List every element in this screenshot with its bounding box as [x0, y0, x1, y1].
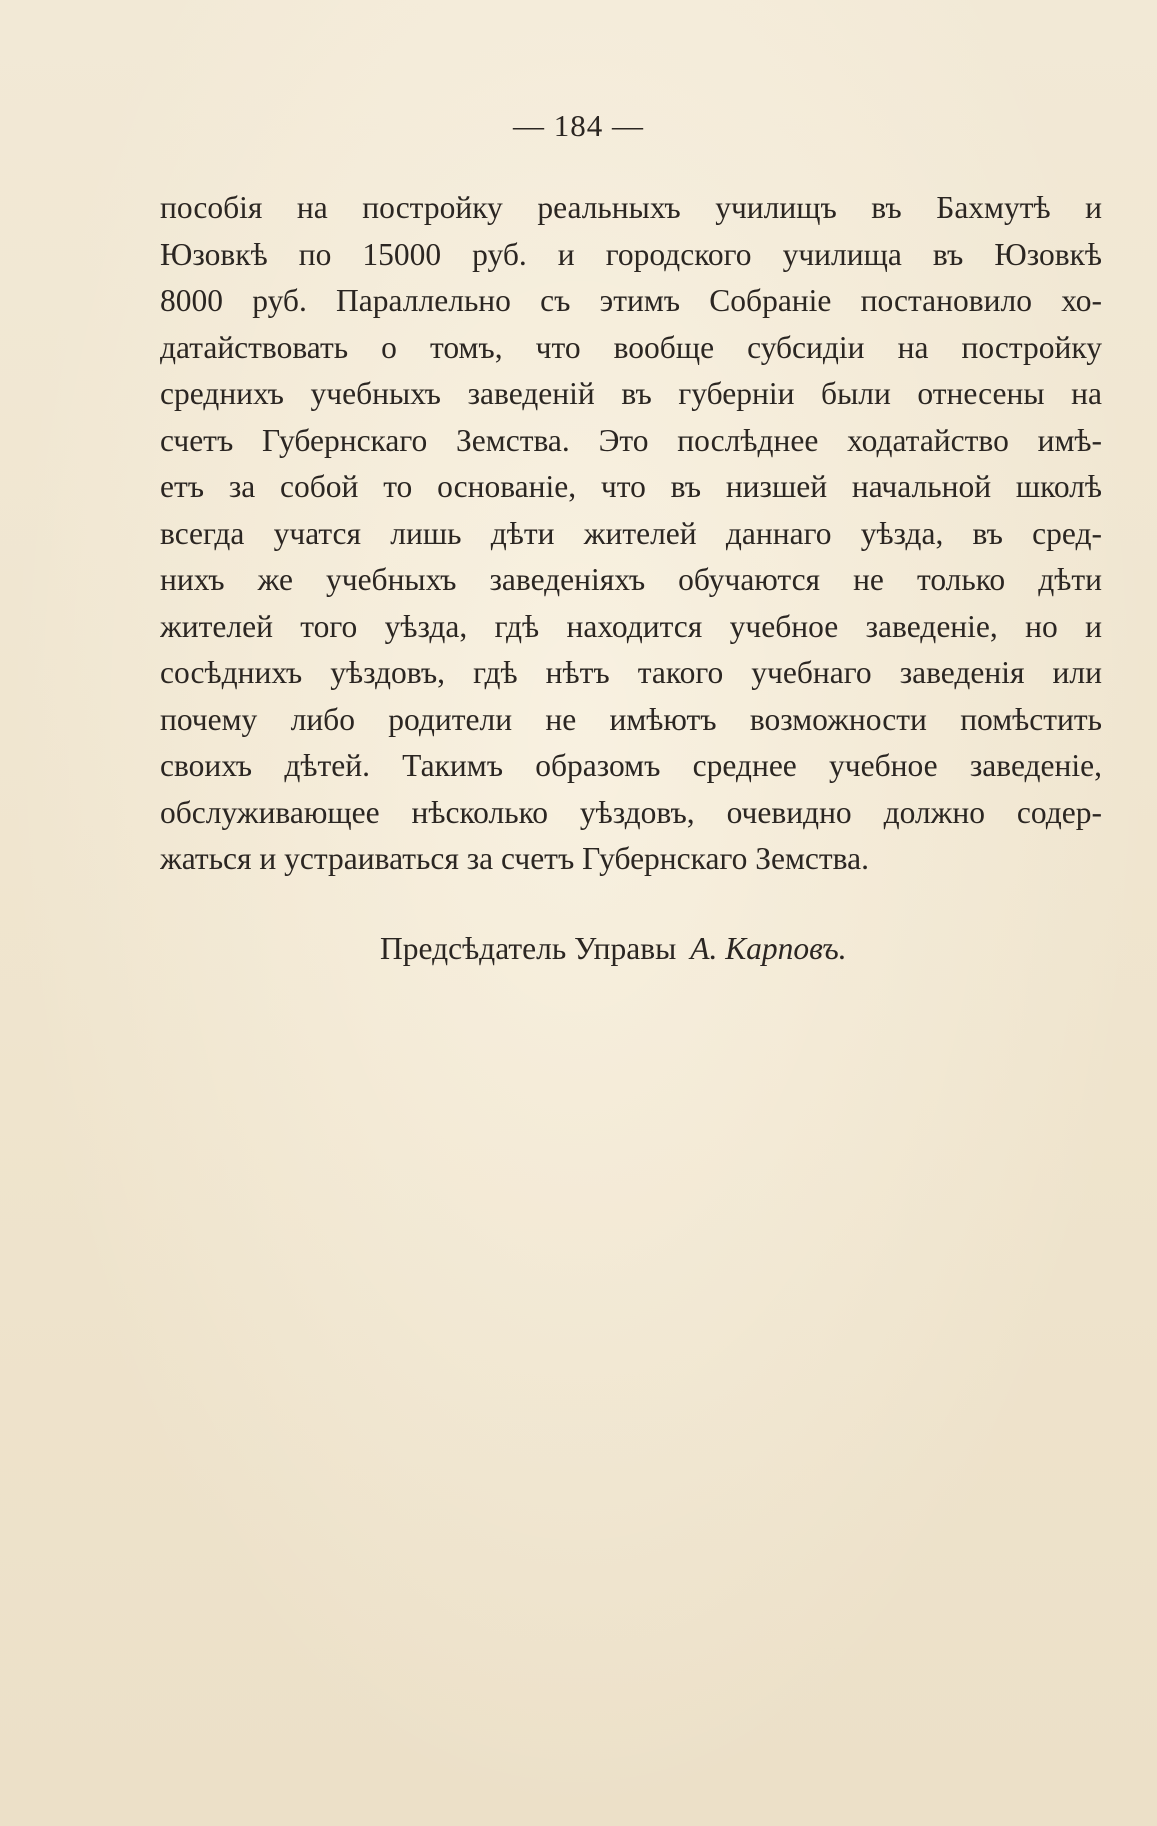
signature-name: А. Карповъ.	[690, 931, 847, 966]
text-line: жаться и устраиваться за счетъ Губернскаго Земства.	[160, 841, 869, 876]
text-line: пособія на постройку реальныхъ училищъ въ Бахмутѣ и	[160, 190, 1102, 225]
signature-title: Предсѣдатель Управы	[380, 931, 677, 966]
text-line: датайствовать о томъ, что вообще субсидіи на постройку	[160, 329, 1102, 365]
text-line: среднихъ учебныхъ заведеній въ губерніи были отнесены на	[160, 376, 1102, 411]
text-line: 8000 руб. Параллельно съ этимъ Собраніе постановило хо-	[160, 283, 1102, 318]
signature-block	[380, 926, 847, 972]
text-line: сосѣднихъ уѣздовъ, гдѣ нѣтъ такого учебнаго заведенія или	[160, 655, 1102, 690]
text-line: счетъ Губернскаго Земства. Это послѣднее ходатайство имѣ-	[160, 422, 1102, 458]
text-line: жителей того уѣзда, гдѣ находится учебное заведеніе, но и	[160, 608, 1102, 644]
body-paragraph	[160, 185, 1102, 883]
page-number: — 184 —	[513, 108, 644, 143]
text-line: нихъ же учебныхъ заведеніяхъ обучаются не только дѣти	[160, 562, 1102, 597]
text-line: обслуживающее нѣсколько уѣздовъ, очевидно должно содер-	[160, 794, 1102, 830]
text-line: етъ за собой то основаніе, что въ низшей начальной школѣ	[160, 469, 1102, 504]
text-line: своихъ дѣтей. Такимъ образомъ среднее учебное заведеніе,	[160, 748, 1102, 783]
text-line: всегда учатся лишь дѣти жителей даннаго уѣзда, въ сред-	[160, 515, 1102, 551]
text-line: почему либо родители не имѣютъ возможности помѣстить	[160, 701, 1102, 737]
text-line: Юзовкѣ по 15000 руб. и городского училища въ Юзовкѣ	[160, 236, 1102, 272]
